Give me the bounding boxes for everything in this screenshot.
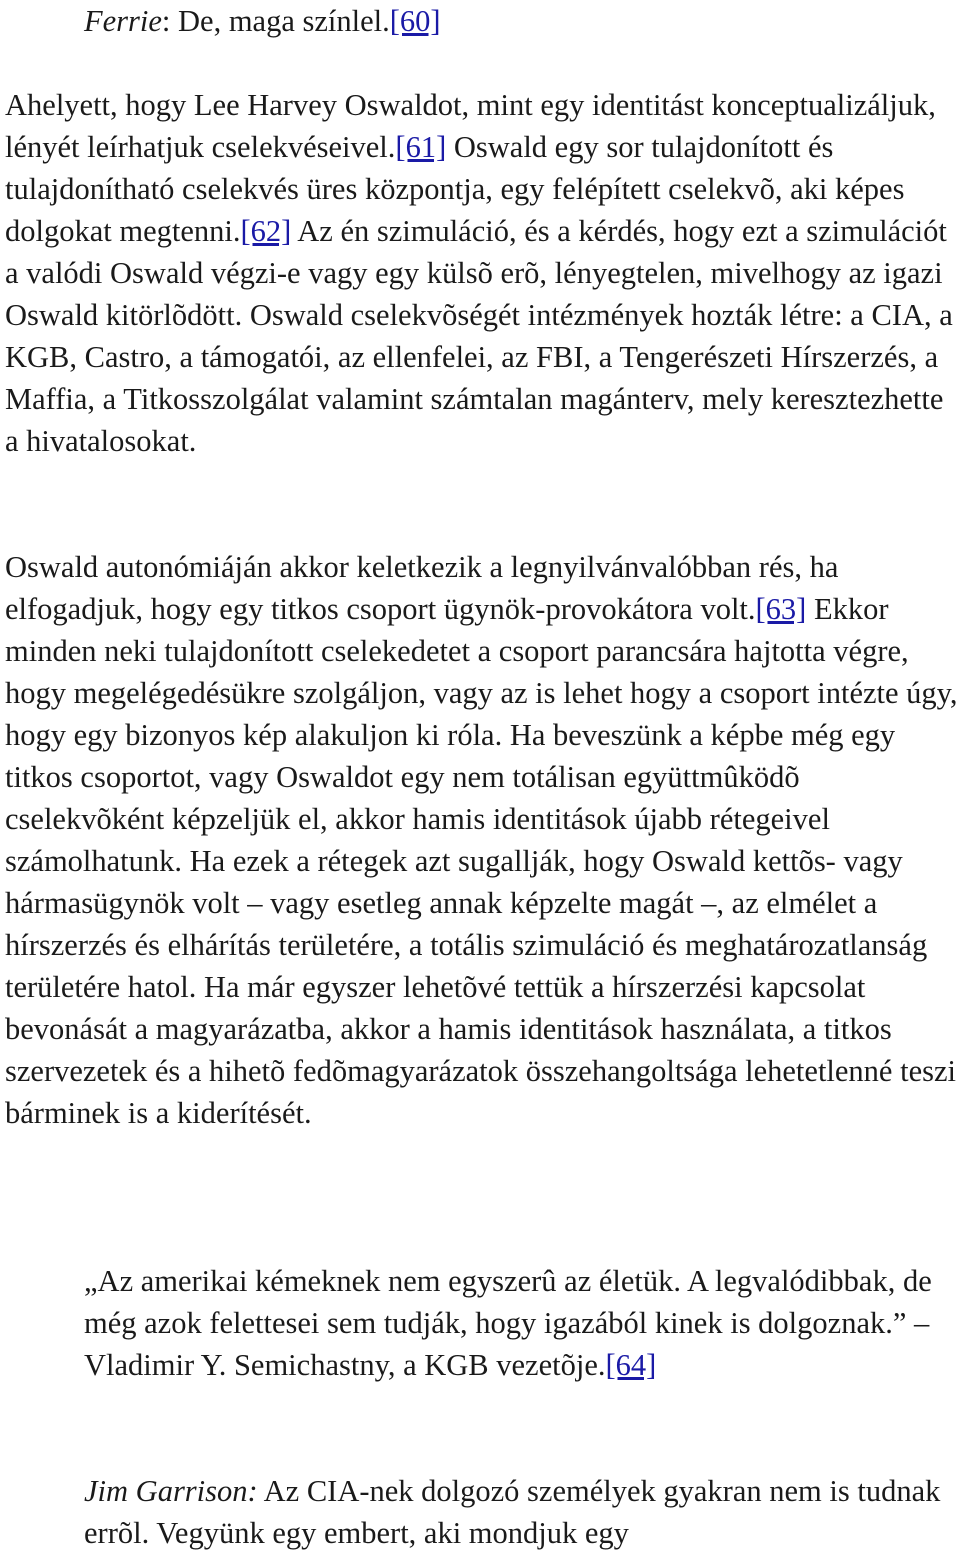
ferrie-line [84,0,954,42]
footnote-link-61[interactable]: [61] [395,130,447,164]
paragraph-autonomy-part1: Oswald autonómiáján akkor keletkezik a legnyilvánvalóbban rés, ha elfogadjuk, hogy egy titkos csoport ügynök-provokátora volt. [5,550,839,626]
speaker-garrison: Jim Garrison: [84,1474,258,1508]
footnote-link-60[interactable]: [60] [389,4,441,38]
paragraph-identity-part2: Oswald egy sor tulajdonított és tulajdonítható cselekvés üres központja, egy felépített cselekvõ, aki képes dolgokat megtenni. [5,130,905,248]
paragraph-autonomy [5,546,960,1134]
paragraph-identity-part3: Az én szimuláció, és a kérdés, hogy ezt a szimulációt a valódi Oswald végzi-e vagy egy külsõ erõ, lényegtelen, mivelhogy az igazi Oswald kitörlõdött. Oswald cselekvõségét intézmények hozták létre: a CIA, a KGB, Castro, a támogatói, az ellenfelei, az FBI, a Tengerészeti Hírszerzés, a Maffia, a Titkosszolgálat valamint számtalan magánterv, mely keresztezhette a hivatalosokat. [5,214,953,458]
ferrie-text: : De, maga színlel. [161,4,390,38]
footnote-link-64[interactable]: [64] [605,1348,657,1382]
paragraph-autonomy-part2: Ekkor minden neki tulajdonított cselekedetet a csoport parancsára hajtotta végre, hogy megelégedésükre szolgáljon, vagy az is lehet hogy a csoport intézte úgy, hogy egy bizonyos kép alakuljon ki róla. Ha beveszünk a képbe még egy titkos csoportot, vagy Oswaldot egy nem totálisan együttmûködõ cselekvõként képzeljük el, akkor hamis identitások újabb rétegeivel számolhatunk. Ha ezek a rétegek azt sugallják, hogy Oswald kettõs- vagy hármasügynök volt – vagy esetleg annak képzelte magát –, az elmélet a hírszerzés és elhárítás területére, a totális szimuláció és meghatározatlanság területére hatol. Ha már egyszer lehetõvé tettük a hírszerzési kapcsolat bevonását a magyarázatba, akkor a hamis identitások használata, a titkos szervezetek és a hihetõ fedõmagyarázatok összehangoltsága lehetetlenné teszi bárminek is a kiderítését. [5,592,958,1130]
speaker-ferrie: Ferrie [84,4,162,38]
quote-text: „Az amerikai kémeknek nem egyszerû az életük. A legvalódibbak, de még azok felettesei sem tudják, hogy igazából kinek is dolgoznak.” – Vladimir Y. Semichastny, a KGB vezetõje. [84,1264,932,1382]
garrison-text: Az CIA-nek dolgozó személyek gyakran nem is tudnak errõl. Vegyünk egy embert, aki mondjuk egy [84,1474,941,1550]
footnote-link-63[interactable]: [63] [755,592,807,626]
paragraph-identity [5,84,960,462]
garrison-line [84,1470,954,1554]
semichastny-quote [84,1260,954,1386]
footnote-link-62[interactable]: [62] [240,214,292,248]
paragraph-identity-part1: Ahelyett, hogy Lee Harvey Oswaldot, mint egy identitást konceptualizáljuk, lényét leírhatjuk cselekvéseivel. [5,88,936,164]
